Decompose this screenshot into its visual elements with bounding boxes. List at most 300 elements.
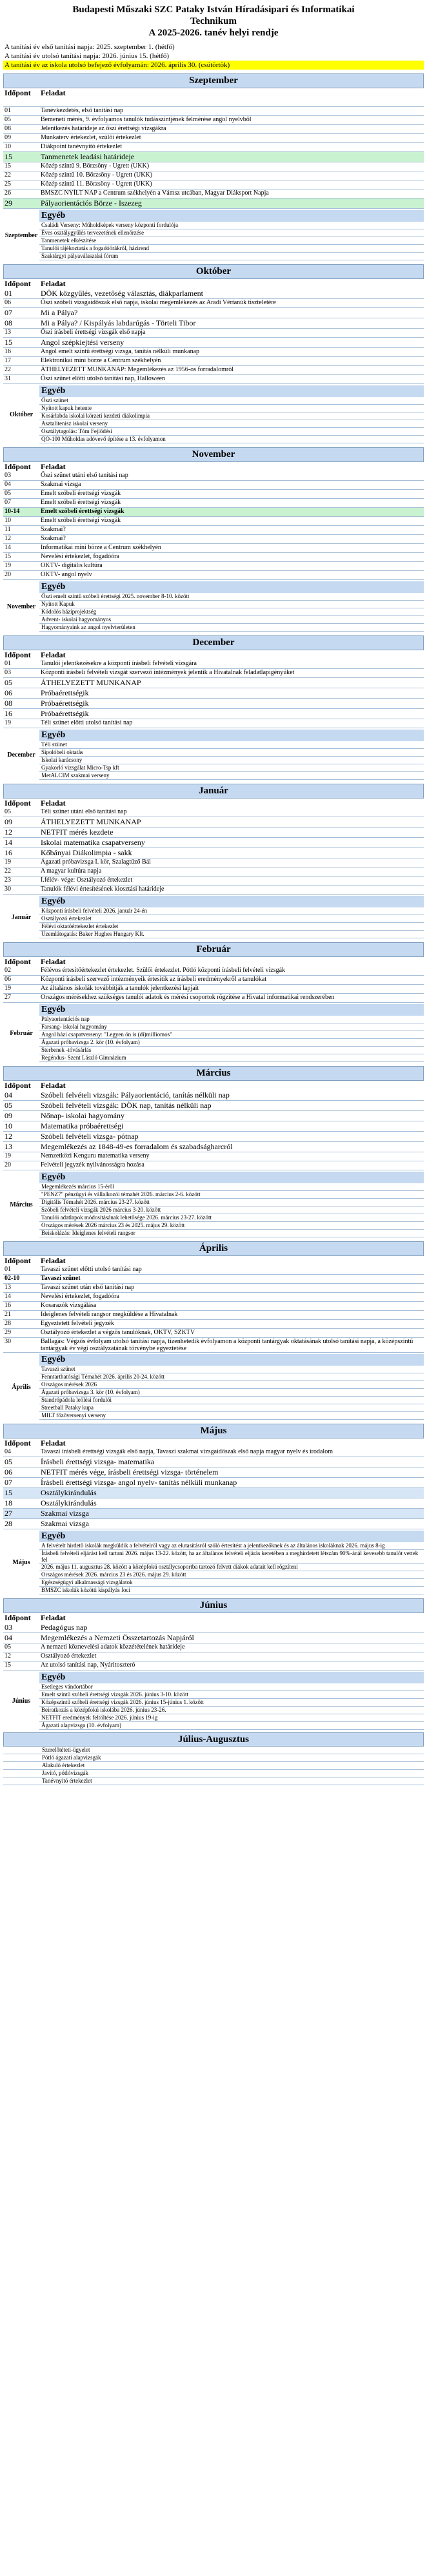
- month-header: Április: [3, 1241, 424, 1256]
- other-item: Sípolóbeli oktatás: [39, 749, 424, 757]
- event-task: Ideiglenes felvételi rangsor megküldése a Hivatalnak: [41, 1311, 178, 1318]
- event-row: [3, 1467, 424, 1478]
- event-date: 23: [5, 876, 11, 884]
- event-row: [3, 1293, 424, 1302]
- other-block: [3, 896, 424, 938]
- event-row: [3, 1643, 424, 1652]
- other-month-label: December: [7, 751, 35, 759]
- event-date: 06: [5, 299, 11, 306]
- event-task: Központi írásbeli szervező intézményeik értesítik az írásbeli eredményekről a tanulókat: [41, 976, 267, 983]
- event-task: Tavaszi szünet után első tanítási nap: [41, 1284, 135, 1291]
- column-task-label: Feladat: [41, 1256, 66, 1265]
- event-date: 01: [5, 660, 11, 667]
- other-item: Regéndus- Szent László Gimnázium: [39, 1054, 424, 1062]
- other-list: [39, 581, 424, 632]
- event-date: 02: [5, 967, 11, 974]
- event-task: Tanévkezdetés, első tanítási nap: [41, 107, 124, 114]
- other-item: Standrópádola leölési fordulói: [39, 1397, 424, 1404]
- event-date: 21: [5, 1311, 11, 1318]
- other-item: MetALCIM szakmai verseny: [39, 772, 424, 780]
- other-heading: Egyéb: [39, 1672, 424, 1683]
- event-row: [3, 116, 424, 125]
- event-row: [3, 366, 424, 375]
- other-item: Ágazati alapvizsga (10. évfolyam): [39, 1722, 424, 1730]
- column-date-label: Időpont: [5, 279, 31, 288]
- other-item: Őszi emelt szintű szóbeli érettségi 2025. november 8-10. között: [39, 593, 424, 601]
- event-date: 14: [5, 1293, 11, 1300]
- event-task: Kőbányai Diákolimpia - sakk: [41, 848, 132, 857]
- event-date: 30: [5, 1338, 11, 1345]
- event-row: [3, 848, 424, 858]
- event-date: 10: [5, 143, 11, 150]
- month-header: Február: [3, 942, 424, 957]
- event-date: 03: [5, 472, 11, 479]
- month-section: [3, 264, 424, 443]
- event-task: Matematika próbaérettségi: [41, 1121, 124, 1130]
- event-row: [3, 180, 424, 189]
- event-date: 06: [5, 976, 11, 983]
- event-row: [3, 828, 424, 838]
- other-item: Asztalitenisz iskolai verseny: [39, 420, 424, 428]
- summer-item: Javító, pótlóvizsgák: [3, 1770, 424, 1777]
- event-date: 28: [5, 1320, 11, 1327]
- event-date: 15: [5, 338, 12, 347]
- event-row: [3, 1457, 424, 1467]
- event-date: 01: [5, 289, 12, 298]
- event-date: 12: [5, 1132, 12, 1141]
- event-date: 29: [5, 199, 12, 208]
- event-date: 22: [5, 171, 11, 179]
- other-item: Gyakorló vizsgálat Micro-Tsp kft: [39, 764, 424, 772]
- event-row: [3, 858, 424, 867]
- column-task-label: Feladat: [41, 799, 66, 808]
- event-row: [3, 1101, 424, 1111]
- other-block: [3, 1354, 424, 1420]
- event-task: Az általános iskolák továbbítják a tanulók jelentkezési lapjait: [41, 985, 199, 992]
- other-item: Esetleges vándortábor: [39, 1683, 424, 1691]
- event-date: 20: [5, 571, 11, 578]
- event-date: 10: [5, 1121, 12, 1130]
- event-row: [3, 817, 424, 828]
- event-date: 06: [5, 688, 12, 697]
- event-task: Próbaérettségik: [41, 709, 89, 718]
- other-heading: Egyéb: [39, 896, 424, 907]
- event-row: [3, 329, 424, 338]
- other-list: [39, 1672, 424, 1730]
- event-row: [3, 994, 424, 1003]
- other-item: Megemlékezés március 15-éről: [39, 1183, 424, 1191]
- event-row: [3, 1509, 424, 1519]
- event-date: 27: [5, 1509, 12, 1518]
- column-date-label: Időpont: [5, 1438, 31, 1448]
- event-task: Szóbeli felvételi vizsga- pótnap: [41, 1132, 139, 1141]
- other-month-label: Január: [11, 913, 32, 921]
- event-date: 04: [5, 1090, 12, 1099]
- other-block: [3, 210, 424, 260]
- event-row: [3, 967, 424, 976]
- other-item: Szaktárgyi pályaválasztási fórum: [39, 253, 424, 260]
- event-date: 08: [5, 699, 12, 708]
- month-header: Október: [3, 264, 424, 279]
- title-line-school: Budapesti Műszaki SZC Pataky István Híradásipari és Informatikai: [72, 5, 355, 15]
- event-row: [3, 1275, 424, 1284]
- event-date: 05: [5, 1457, 12, 1466]
- month-header: Január: [3, 784, 424, 799]
- event-task: Tavaszi szünet: [41, 1275, 81, 1282]
- month-header: Május: [3, 1424, 424, 1438]
- event-task: Emelt szóbeli érettségi vizsgák: [41, 490, 121, 497]
- event-task: Informatikai mini börze a Centrum székhelyén: [41, 544, 161, 551]
- other-item: Tanulói tájékoztatás a fogadóórákról, házirend: [39, 245, 424, 253]
- event-row: [3, 688, 424, 699]
- event-date: 22: [5, 366, 11, 373]
- event-task: A magyar kultúra napja: [41, 867, 102, 875]
- event-task: Mi a Pálya? / Kispályás labdarúgás - Törteli Tibor: [41, 318, 196, 327]
- event-date: 17: [5, 357, 11, 364]
- event-task: Egyeztetett felvételi jegyzék: [41, 1320, 114, 1327]
- event-task: Az utolsó tanítási nap, Nyáritoszteró: [41, 1661, 135, 1669]
- event-row: [3, 709, 424, 719]
- event-row: [3, 1652, 424, 1661]
- other-item: Egészségügyi alkalmassági vizsgálatok: [39, 1579, 424, 1587]
- event-task: Tavaszi szünet előtti utolsó tanítási nap: [41, 1266, 142, 1273]
- event-row: [3, 985, 424, 994]
- other-month-label: Április: [12, 1383, 31, 1391]
- event-row: [3, 1478, 424, 1488]
- notice-first-day: A tanítási év első tanítási napja: 2025. szeptember 1. (hétfő): [5, 43, 175, 51]
- column-task-label: Feladat: [41, 1081, 66, 1090]
- event-row: [3, 669, 424, 678]
- event-task: Mi a Pálya?: [41, 308, 78, 317]
- event-row: [3, 1633, 424, 1643]
- other-month-label: Szeptember: [5, 231, 38, 239]
- event-date: 19: [5, 719, 11, 726]
- event-row: [3, 1090, 424, 1101]
- other-list: [39, 1354, 424, 1420]
- event-date: 18: [5, 1498, 12, 1507]
- event-row: [3, 660, 424, 669]
- column-header: [3, 1438, 424, 1448]
- event-row: [3, 152, 424, 162]
- event-date: 26: [5, 189, 11, 197]
- event-task: BMSZC NYÍLT NAP a Centrum székhelyén a Vámsz utcában, Magyar Diáksport Napja: [41, 189, 269, 197]
- event-task: Bemeneti mérés, 9. évfolyamos tanulók tudásszintjének felmérése angol nyelvből: [41, 116, 252, 123]
- other-month-label: Március: [10, 1201, 33, 1208]
- event-row: [3, 976, 424, 985]
- event-task: Munkaterv értekezlet, szülői értekezlet: [41, 134, 141, 141]
- event-date: 20: [5, 1161, 11, 1168]
- month-header: Március: [3, 1066, 424, 1081]
- event-date: 03: [5, 669, 11, 676]
- other-block: [3, 385, 424, 443]
- event-row: [3, 1311, 424, 1320]
- event-date: 16: [5, 848, 12, 857]
- event-task: OKTV- angol nyelv: [41, 571, 92, 578]
- event-date: 12: [5, 535, 11, 542]
- event-task: Szakmai?: [41, 535, 66, 542]
- event-task: Írásbeli érettségi vizsga- matematika: [41, 1457, 155, 1466]
- column-header: [3, 650, 424, 660]
- month-header: Június: [3, 1598, 424, 1613]
- event-task: Tanulók félévi értesítésének kiosztási határideje: [41, 886, 164, 893]
- other-item: Központi írásbeli felvételi 2026. január 24-én: [39, 907, 424, 915]
- event-task: Nemzetközi Kenguru matematika verseny: [41, 1152, 150, 1159]
- event-task: I.félév- vége: Osztályozó értekezlet: [41, 876, 133, 884]
- event-date: 03: [5, 1623, 12, 1632]
- column-header: [3, 957, 424, 967]
- other-month-label: November: [6, 603, 36, 610]
- event-row: [3, 318, 424, 329]
- other-month-label: Október: [9, 411, 34, 418]
- event-row: [3, 338, 424, 348]
- other-list: [39, 730, 424, 780]
- event-date: [3, 98, 39, 106]
- event-row: [3, 544, 424, 553]
- notice-last-day: A tanítási év utolsó tanítási napja: 2026. június 15. (hétfő): [5, 52, 170, 60]
- event-task: Ágazati próbavizsga I. kör, Szalagtűző Bál: [41, 858, 151, 866]
- notice-final-grade: A tanítási év az iskola utolsó befejező évfolyamán: 2026. április 30. (csütörtök): [3, 61, 424, 70]
- event-date: 09: [5, 1111, 12, 1120]
- event-row: [3, 1320, 424, 1329]
- column-date-label: Időpont: [5, 1081, 31, 1090]
- event-task: Kosarazók vizsgálása: [41, 1302, 97, 1309]
- event-date: 15: [5, 152, 12, 161]
- event-task: Szóbeli felvételi vizsgák: Pályaorientáció, tanítás nélküli nap: [41, 1090, 230, 1099]
- event-task: Osztálykirándulás: [41, 1498, 97, 1507]
- event-row: [3, 308, 424, 318]
- event-task: ÁTHELYEZETT MUNKANAP: [41, 678, 141, 687]
- event-row: [3, 808, 424, 817]
- event-task: [39, 98, 424, 106]
- event-date: 12: [5, 828, 12, 837]
- event-date: 11: [5, 526, 11, 533]
- other-item: Osztálytagolás: Tóm Fejlődési: [39, 428, 424, 436]
- event-row: [3, 1152, 424, 1161]
- event-date: 13: [5, 329, 11, 336]
- event-row: [3, 98, 424, 107]
- event-task: Angol szépkiejtési verseny: [41, 338, 124, 347]
- event-date: 05: [5, 808, 11, 815]
- event-task: NETFIT mérés kezdete: [41, 828, 114, 837]
- event-task: OKTV- digitális kultúra: [41, 562, 103, 569]
- event-date: 19: [5, 562, 11, 569]
- event-date: 25: [5, 180, 11, 188]
- column-date-label: Időpont: [5, 957, 31, 966]
- event-task: Szakmai vizsga: [41, 1509, 89, 1518]
- event-date: 16: [5, 1302, 11, 1309]
- event-task: Pedagógus nap: [41, 1623, 88, 1632]
- other-item: Családi Verseny: Műholdképek verseny központi fordulója: [39, 222, 424, 229]
- event-task: Írásbeli érettségi vizsga- angol nyelv- tanítás nélküli munkanap: [41, 1478, 237, 1487]
- other-heading: Egyéb: [39, 1172, 424, 1183]
- event-date: 31: [5, 375, 11, 382]
- event-task: Emelt szóbeli érettségi vizsgák: [41, 517, 121, 524]
- event-task: Elektronikai mini börze a Centrum székhelyén: [41, 357, 161, 364]
- event-task: Ballagás: Végzős évfolyam utolsó tanítási napja, tizenhetedik évfolyamon a központi tantárgyak oktatásának utolsó tanítási napja, a középszintű tantárgyak év végi osztályzatának törvénybe egyeztetése: [41, 1338, 413, 1352]
- event-task: Szakmai vizsga: [41, 481, 81, 488]
- month-section: [3, 1424, 424, 1594]
- month-section: [3, 447, 424, 632]
- other-list: [39, 1172, 424, 1237]
- column-header: [3, 1256, 424, 1266]
- event-task: Őszi írásbeli érettségi vizsgák első napja: [41, 329, 146, 336]
- event-row: [3, 867, 424, 876]
- event-task: Emelt szóbeli érettségi vizsgák: [41, 508, 124, 515]
- column-date-label: Időpont: [5, 462, 31, 471]
- column-date-label: Időpont: [5, 1256, 31, 1265]
- event-row: [3, 678, 424, 688]
- event-date: 07: [5, 308, 12, 317]
- event-row: [3, 481, 424, 490]
- event-task: Megemlékezés a Nemzeti Összetartozás Napjáról: [41, 1633, 194, 1642]
- other-item: Félévi oktatóértekezlet értekezlet: [39, 923, 424, 931]
- event-row: [3, 553, 424, 562]
- other-month-label: Február: [10, 1029, 33, 1037]
- other-list: [39, 1531, 424, 1594]
- event-task: Tanmenetek leadási határideje: [41, 152, 135, 161]
- other-item: Angol házi csapatverseny: "Legyen ön is (di)milliomos": [39, 1031, 424, 1039]
- event-date: 05: [5, 116, 11, 123]
- event-task: Jelentkezés határideje az őszi érettségi vizsgákra: [41, 125, 166, 132]
- event-row: [3, 472, 424, 481]
- other-block: [3, 1172, 424, 1237]
- event-task: Nevelési értekezlet, fogadóóra: [41, 1293, 119, 1300]
- event-task: Téli szünet előtti utolsó tanítási nap: [41, 719, 133, 726]
- event-task: Közép szintű 10. Börzsöny - Ugrett (UKK): [41, 171, 153, 179]
- event-date: 05: [5, 678, 12, 687]
- event-task: Megemlékezés az 1848-49-es forradalom és szabadságharcról: [41, 1142, 233, 1151]
- event-row: [3, 571, 424, 580]
- event-date: 13: [5, 1142, 12, 1151]
- event-date: 29: [5, 1329, 11, 1336]
- event-task: A nemzeti köznevelési adatok közzétételének határideje: [41, 1643, 185, 1651]
- event-row: [3, 1498, 424, 1509]
- summer-section: [3, 1732, 424, 1785]
- event-row: [3, 535, 424, 544]
- month-section: [3, 942, 424, 1062]
- event-task: Tanulói jelentkezésekre a központi írásbeli felvételi vizsgára: [41, 660, 197, 667]
- event-task: DÖK közgyűlés, vezetőség választás, diákparlament: [41, 289, 203, 298]
- event-row: [3, 199, 424, 209]
- event-date: 09: [5, 817, 12, 826]
- other-list: [39, 210, 424, 260]
- other-heading: Egyéb: [39, 210, 424, 222]
- event-task: Közép szintű 11. Börzsöny - Ugrett (UKK): [41, 180, 152, 188]
- month-header: November: [3, 447, 424, 462]
- other-item: QO-100 Műholdas adóvevő építése a 13. évfolyamon: [39, 436, 424, 443]
- event-date: 05: [5, 1101, 12, 1110]
- other-heading: Egyéb: [39, 1004, 424, 1016]
- event-row: [3, 189, 424, 199]
- event-task: Nőnap- iskolai hagyomány: [41, 1111, 124, 1120]
- other-item: Farsang- iskolai hagyomány: [39, 1023, 424, 1031]
- event-row: [3, 125, 424, 134]
- other-item: MILT főzőversenyi verseny: [39, 1412, 424, 1420]
- other-item: Emelt szintű szóbeli érettségi vizsgák 2026. június 3-10. között: [39, 1691, 424, 1699]
- other-block: [3, 1004, 424, 1062]
- summer-item: Alakuló értekezlet: [3, 1762, 424, 1770]
- column-date-label: Időpont: [5, 1613, 31, 1622]
- other-item: Országos mérések 2026. március 23 és 2026. május 29. között: [39, 1571, 424, 1579]
- other-list: [39, 1004, 424, 1062]
- event-row: [3, 1338, 424, 1353]
- event-task: Osztályozó értekezlet: [41, 1652, 97, 1660]
- event-row: [3, 1488, 424, 1498]
- column-task-label: Feladat: [41, 650, 66, 659]
- event-date: 27: [5, 994, 11, 1001]
- event-date: 07: [5, 1478, 12, 1487]
- event-date: 22: [5, 867, 11, 875]
- event-row: [3, 299, 424, 308]
- other-item: Pályaorientációs nap: [39, 1016, 424, 1023]
- other-item: Üzemlátogatás: Baker Hughes Hungary Kft.: [39, 931, 424, 938]
- other-block: [3, 1672, 424, 1730]
- event-task: Szóbeli felvételi vizsgák: DÖK nap, tanítás nélküli nap: [41, 1101, 212, 1110]
- event-task: ÁTHELYEZETT MUNKANAP: Megemlékezés az 1956-os forradalomról: [41, 366, 234, 373]
- other-item: Digitális Témahét 2026. március 23-27. között: [39, 1199, 424, 1206]
- column-task-label: Feladat: [41, 957, 66, 966]
- summer-header: Július-Augusztus: [3, 1732, 424, 1747]
- event-task: Próbaérettségik: [41, 688, 89, 697]
- column-date-label: Időpont: [5, 88, 31, 97]
- other-heading: Egyéb: [39, 581, 424, 593]
- event-row: [3, 289, 424, 299]
- other-item: Nyitott kapuk hetente: [39, 405, 424, 412]
- event-task: Szakmai?: [41, 526, 66, 533]
- other-item: Ágazati próbavizsga 2. kör (10. évfolyam): [39, 1039, 424, 1047]
- event-row: [3, 1161, 424, 1170]
- event-row: [3, 490, 424, 499]
- month-section: [3, 784, 424, 938]
- summer-item: Tanévnyitó értekezlet: [3, 1777, 424, 1785]
- summer-item: Szerelőtéteti-ügyelet: [3, 1747, 424, 1754]
- event-row: [3, 876, 424, 886]
- other-item: Tavaszi szünet: [39, 1366, 424, 1373]
- other-item: Írásbeli felvételi eljárást kell tartani 2026. május 13-22. között, ha az általános felvételi eljárás keretében a meghirdetett létszám 90%-ánál kevesebb tanulót vettek fel: [39, 1550, 424, 1564]
- event-date: 02-10: [5, 1275, 20, 1282]
- event-task: Osztálykirándulás: [41, 1488, 97, 1497]
- event-task: Szakmai vizsga: [41, 1519, 89, 1528]
- event-row: [3, 499, 424, 508]
- column-header: [3, 1081, 424, 1090]
- column-task-label: Feladat: [41, 1613, 66, 1622]
- event-row: [3, 517, 424, 526]
- event-date: 08: [5, 318, 12, 327]
- event-row: [3, 1132, 424, 1142]
- event-row: [3, 348, 424, 357]
- event-row: [3, 1121, 424, 1132]
- other-item: Iskolai karácsony: [39, 757, 424, 764]
- event-date: 19: [5, 1152, 11, 1159]
- event-date: 04: [5, 1633, 12, 1642]
- event-row: [3, 886, 424, 895]
- event-task: Felvételi jegyzék nyilvánosságra hozása: [41, 1161, 144, 1168]
- event-row: [3, 1448, 424, 1457]
- event-row: [3, 1266, 424, 1275]
- other-item: Téli szünet: [39, 741, 424, 749]
- other-item: Országos mérések 2026: [39, 1381, 424, 1389]
- column-header: [3, 279, 424, 289]
- column-task-label: Feladat: [41, 462, 66, 471]
- page-title: [3, 0, 424, 39]
- event-date: 01: [5, 107, 11, 114]
- column-header: [3, 1613, 424, 1623]
- event-date: 14: [5, 544, 11, 551]
- page: [3, 0, 424, 1785]
- other-item: Beiskolázás: Ideiglenes felvételi rangsor: [39, 1230, 424, 1237]
- event-date: 28: [5, 1519, 12, 1528]
- column-header: [3, 462, 424, 472]
